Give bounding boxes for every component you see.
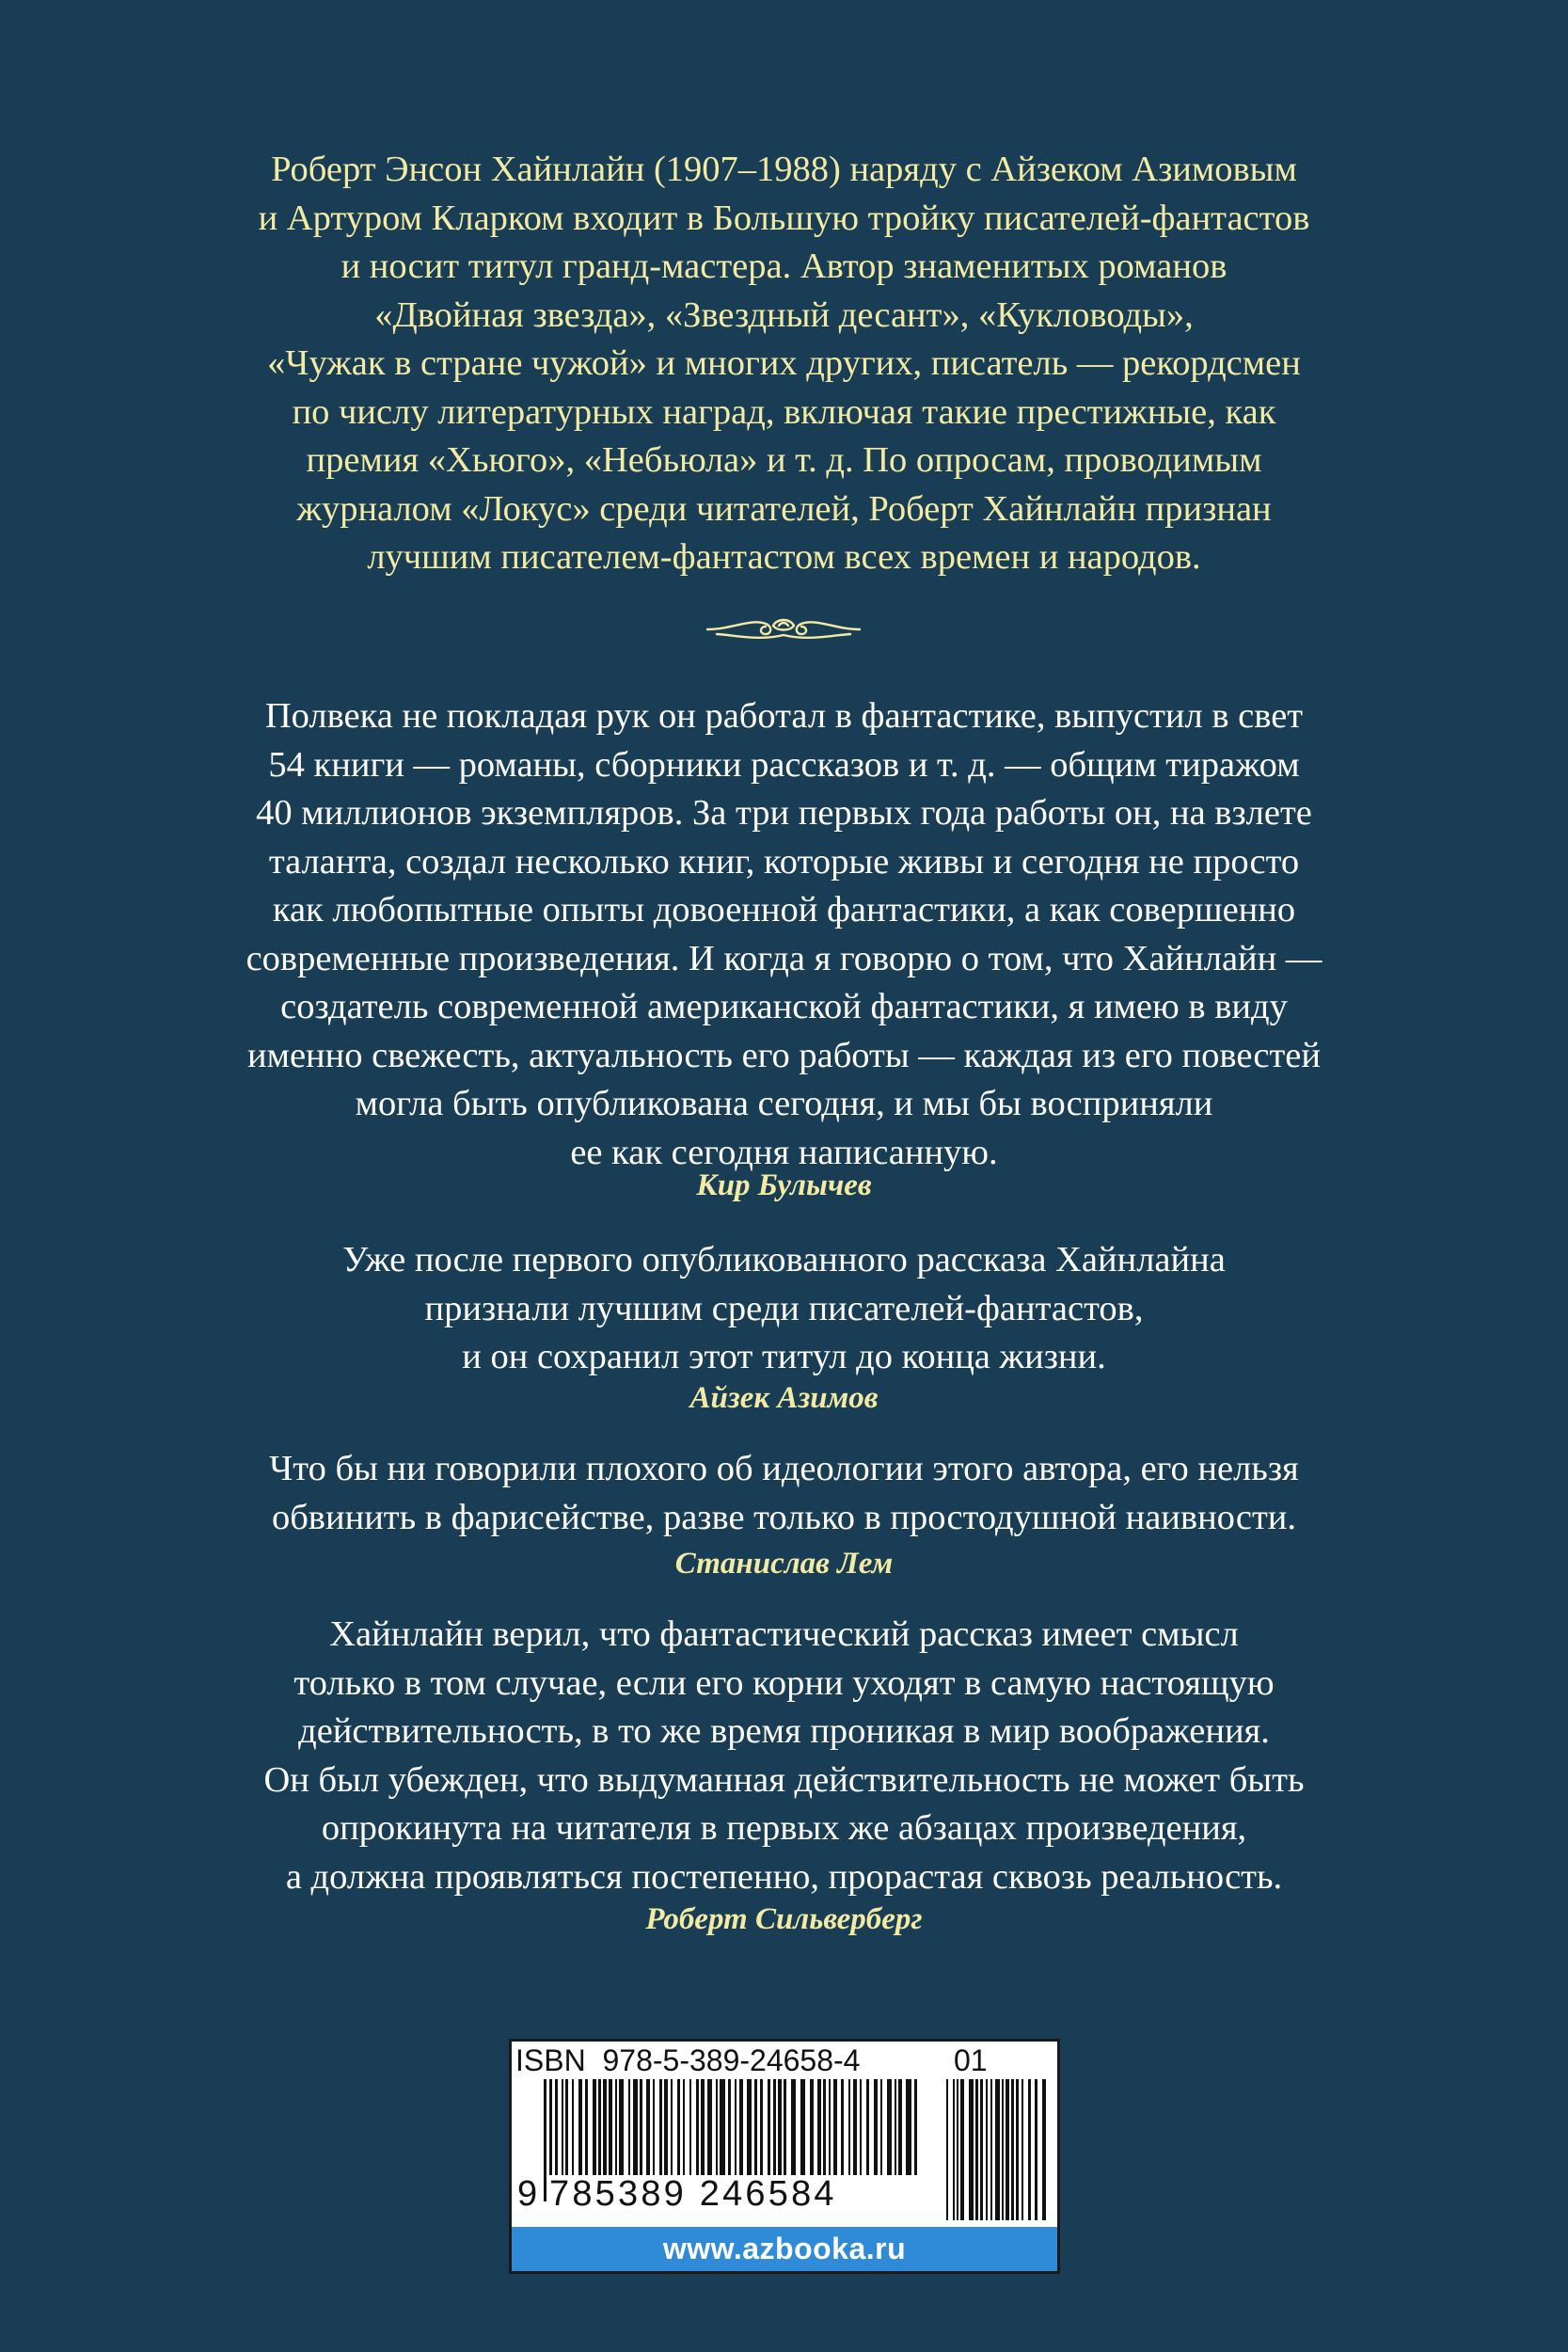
quote-text (141, 1445, 1427, 1542)
barcode-bar (609, 2079, 612, 2177)
barcode-bar (646, 2079, 650, 2177)
barcode-bar (995, 2079, 1000, 2220)
barcode-bar (760, 2079, 763, 2177)
barcode-bar (1035, 2079, 1037, 2220)
barcode-bar (619, 2079, 624, 2177)
barcode-bar (696, 2079, 699, 2177)
barcode-bar (953, 2079, 955, 2220)
barcode-bar (754, 2079, 757, 2177)
barcode-bar (689, 2079, 691, 2177)
barcode-bar (640, 2079, 642, 2177)
barcode-bar (1042, 2079, 1046, 2220)
quote-line: таланта, создал несколько книг, которые живы и сегодня не просто (268, 841, 1300, 882)
quote-line: признали лучшим среди писателей-фантастов, (424, 1288, 1144, 1328)
barcode-bar (946, 2079, 948, 2220)
barcode-bar (1011, 2079, 1014, 2220)
barcode-bar (555, 2079, 558, 2177)
barcode-digits: 785389 246584 (547, 2175, 927, 2213)
barcode-bar (598, 2079, 601, 2177)
barcode-bar (800, 2079, 805, 2177)
barcode-bar (784, 2079, 786, 2177)
barcode-bar (829, 2079, 831, 2177)
barcode-bar (773, 2079, 776, 2177)
quote-line: 40 миллионов экземпляров. За три первых года работы он, на взлете (256, 793, 1312, 833)
barcode-bar (887, 2079, 892, 2177)
bio-line: журналом «Локус» среди читателей, Роберт Хайнлайн признан (296, 488, 1272, 529)
quote-line: Что бы ни говорили плохого об идеологии этого автора, его нельзя (269, 1449, 1299, 1488)
barcode-bar (735, 2079, 736, 2177)
quote-line: и он сохранил этот титул до конца жизни. (462, 1337, 1106, 1376)
quote-line: только в том случае, если его корни уходят в самую настоящую (293, 1662, 1275, 1703)
isbn-addon: 01 (954, 2043, 988, 2077)
bio-line: и Артуром Кларком входит в Большую тройку писателей-фантастов (258, 198, 1310, 238)
quote-line: Полвека не покладая рук он работал в фантастике, выпустил в свет (264, 696, 1304, 736)
bio-line: по числу литературных наград, включая такие престижные, как (292, 391, 1276, 432)
barcode-bar (791, 2079, 796, 2177)
barcode-bar (628, 2079, 630, 2177)
barcode-bar (615, 2079, 617, 2177)
barcode-bar (1016, 2079, 1019, 2220)
flourish-divider-icon (704, 609, 863, 646)
publisher-url: www.azbooka.ru (512, 2227, 1057, 2271)
bio-line: и носит титул гранд-мастера. Автор знаменитых романов (341, 246, 1227, 286)
barcode-bar (1006, 2079, 1009, 2220)
barcode-bar (593, 2079, 596, 2177)
quote-author: Кир Булычев (696, 1168, 872, 1202)
barcode-bar (716, 2079, 718, 2177)
barcode-bar (701, 2079, 705, 2177)
quote-line: ее как сегодня написанную. (570, 1132, 998, 1172)
barcode-bar (975, 2079, 978, 2220)
barcode-bar (990, 2079, 992, 2220)
barcode-bar (1002, 2079, 1004, 2220)
quote-text (141, 1611, 1427, 1901)
barcode-bar (1022, 2079, 1023, 2220)
quote-line: именно свежесть, актуальность его работы — каждая из его повестей (247, 1035, 1321, 1075)
barcode-bar (980, 2079, 983, 2220)
author-biography (141, 146, 1427, 582)
barcode-bar (895, 2079, 896, 2177)
barcode-bar (866, 2079, 869, 2177)
barcode-bar (880, 2079, 882, 2177)
bio-line: «Чужак в стране чужой» и многих других, писатель — рекордсмен (267, 343, 1301, 383)
barcode-bar (833, 2079, 837, 2177)
barcode-bar (860, 2079, 862, 2177)
barcode-bar (659, 2079, 662, 2177)
quote-text (141, 692, 1427, 1177)
barcode-bar (778, 2079, 782, 2177)
barcode-bar (720, 2079, 722, 2177)
barcode-bar (957, 2079, 958, 2220)
quote-line: создатель современной американской фантастики, я имею в виду (280, 987, 1288, 1026)
bio-line: лучшим писателем-фантастом всех времен и народов. (367, 537, 1201, 577)
barcode-lead-digit: 9 (517, 2174, 538, 2214)
bio-line: «Двойная звезда», «Звездный десант», «Кукловоды», (374, 294, 1194, 335)
quote-line: Он был убежден, что выдуманная действительность не может быть (263, 1759, 1305, 1800)
barcode-bar (810, 2079, 814, 2177)
barcode-bar (565, 2079, 568, 2177)
barcode-bar (603, 2079, 607, 2177)
quote-line: обвинить в фарисействе, разве только в простодушной наивности. (271, 1497, 1297, 1537)
barcode-bar (572, 2079, 574, 2177)
barcode-bar (633, 2079, 638, 2177)
barcode-bar (969, 2079, 974, 2220)
quote-line: как любопытные опыты довоенной фантастики, а как совершенно (272, 890, 1296, 930)
barcode-bar (747, 2079, 752, 2177)
quote-line: современные произведения. И когда я говорю о том, что Хайнлайн — (245, 938, 1323, 978)
bio-line: Роберт Энсон Хайнлайн (1907–1988) наряду с Айзеком Азимовым (271, 150, 1297, 189)
quote-author: Станислав Лем (674, 1547, 894, 1581)
quote-line: 54 книги — романы, сборники рассказов и т. д. — общим тиражом (268, 744, 1300, 785)
barcode-bar (585, 2079, 588, 2177)
quote-line: действительность, в то же время проникая в мир воображения. (298, 1711, 1270, 1751)
quote-text (141, 1236, 1427, 1382)
barcode-bar (817, 2079, 821, 2177)
barcode-bar (1028, 2079, 1031, 2220)
barcode-bar (960, 2079, 964, 2220)
barcode-bar (739, 2079, 743, 2177)
barcode-bar (707, 2079, 712, 2177)
quote-line: опрокинута на читателя в первых же абзацах произведения, (321, 1808, 1247, 1848)
quote-line: а должна проявляться постепенно, прорастая сквозь реальность. (285, 1856, 1283, 1897)
bio-line: премия «Хьюго», «Небьюла» и т. д. По опросам, проводимым (306, 440, 1262, 480)
isbn-barcode (509, 2039, 1060, 2274)
barcode-bar (671, 2079, 673, 2177)
barcode-bar (986, 2079, 988, 2220)
barcode-bar (898, 2079, 902, 2177)
quote-author: Роберт Сильверберг (645, 1902, 923, 1936)
barcode-bar (874, 2079, 878, 2177)
barcode-bar (677, 2079, 680, 2177)
barcode-bar (823, 2079, 826, 2177)
barcode-bar (562, 2079, 563, 2177)
barcode-bar (653, 2079, 655, 2177)
barcode-bar (848, 2079, 850, 2177)
quote-author: Айзек Азимов (689, 1381, 879, 1415)
isbn-label: ISBN 978-5-389-24658-4 (515, 2043, 861, 2077)
barcode-bar (544, 2079, 546, 2201)
quote-line: Хайнлайн верил, что фантастический рассказ имеет смысл (329, 1614, 1239, 1654)
barcode-bar (853, 2079, 857, 2177)
quote-line: могла быть опубликована сегодня, и мы бы восприняли (355, 1084, 1213, 1123)
barcode-bar (841, 2079, 844, 2177)
quote-line: Уже после первого опубликованного рассказа Хайнлайна (342, 1240, 1226, 1279)
barcode-bar (578, 2079, 582, 2177)
barcode-bar (683, 2079, 685, 2177)
barcode-bar (664, 2079, 668, 2177)
barcode-bar (768, 2079, 770, 2177)
